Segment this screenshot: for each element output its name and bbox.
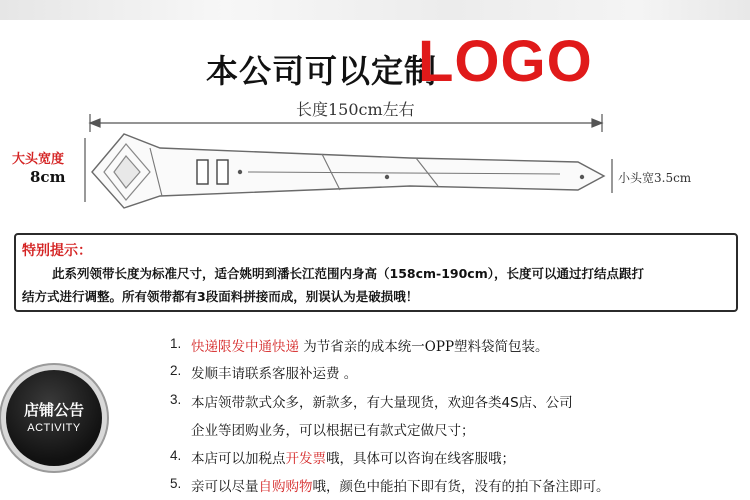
list-item [191, 362, 357, 382]
top-texture-band [0, 0, 750, 20]
list-item-text: 哦，具体可以咨询在线客服哦； [326, 451, 515, 467]
length-label: 长度150cm左右 [296, 100, 415, 119]
list-item [191, 391, 573, 411]
tie-outline [92, 134, 604, 208]
notice-title: 特别提示： [22, 243, 92, 259]
list-item-highlight: 开发票 [285, 451, 326, 467]
headline-logo-word: LOGO [418, 29, 593, 94]
notice-box [14, 233, 738, 312]
badge-subtitle: ACTIVITY [27, 422, 81, 434]
headline [0, 24, 750, 94]
list-item-text: 亲可以尽量 [191, 479, 259, 495]
headline-title: 本公司可以定制 [206, 52, 438, 90]
list-item-text: 。 [339, 366, 358, 382]
store-announcement-badge [6, 370, 102, 466]
notice-line-1: 此系列领带长度为标准尺寸，适合姚明到潘长江范围内身高（158cm-190cm），长度可以通过打结点跟打 [52, 266, 644, 281]
narrow-end-label: 小头宽3.5cm [618, 171, 692, 185]
list-item [191, 335, 549, 355]
badge-title: 店铺公告 [23, 401, 84, 419]
length-arrow [90, 114, 602, 132]
list-item-text: 发顺丰请联系客服补运费 [191, 366, 340, 382]
list-number: 1. [170, 336, 182, 351]
list-item-highlight: 自购购物 [258, 479, 313, 495]
list-item-text: 哦，颜色中能拍下即有货，没有的拍下备注即可。 [312, 479, 610, 495]
wide-end-value: 8cm [30, 168, 66, 186]
list-item-highlight: 快递限发中通快递 [191, 339, 299, 355]
list-item-text: 本店领带款式众多，新款多，有大量现货，欢迎各类4S店、公司 [191, 395, 573, 411]
wide-end-label: 大头宽度 [12, 152, 65, 167]
list-item-text: 企业等团购业务，可以根据已有款式定做尺寸； [191, 423, 475, 439]
list-item-text: 本店可以加税点 [191, 451, 286, 467]
list-number: 5. [170, 476, 182, 491]
list-number: 2. [170, 363, 182, 378]
tie-diagram [0, 95, 750, 225]
list-item [191, 447, 515, 467]
list-item-text: 为节省亲的成本统一OPP塑料袋简包装。 [299, 339, 549, 355]
notice-line-2: 结方式进行调整。所有领带都有3段面料拼接而成，别误认为是破损哦！ [22, 289, 419, 304]
list-number: 4. [170, 448, 182, 463]
list-item [191, 475, 610, 495]
list-item-continuation [191, 419, 475, 439]
list-number: 3. [170, 392, 182, 407]
